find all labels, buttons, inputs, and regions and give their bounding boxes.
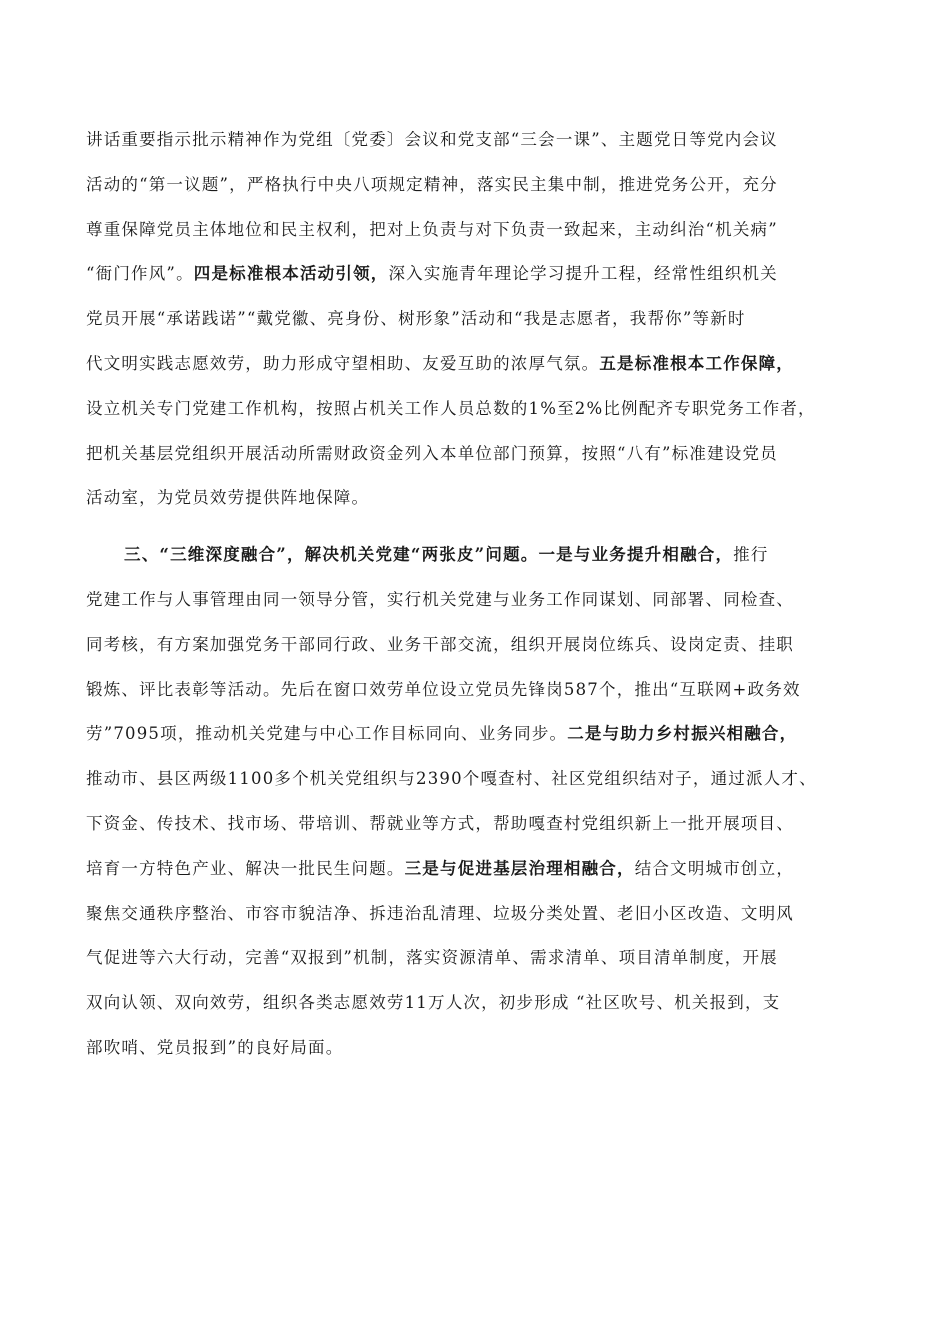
text-span: 推动市、县区两级1100多个机关党组织与2390个嘎查村、社区党组织结对子，通过派人才、 — [86, 769, 817, 789]
text-span: 气促进等六大行动，完善“双报到”机制，落实资源清单、需求清单、项目清单制度，开展 — [86, 948, 778, 968]
text-line — [86, 578, 878, 623]
text-span: 党员开展“承诺践诺”“戴党徽、亮身份、树形象”活动和“我是志愿者，我帮你”等新时 — [86, 309, 746, 329]
text-line — [86, 847, 878, 892]
text-span: 双向认领、双向效劳，组织各类志愿效劳11万人次，初步形成 “社区吹号、机关报到，支 — [86, 993, 781, 1013]
text-span: 同考核，有方案加强党务干部同行政、业务干部交流，组织开展岗位练兵、设岗定责、挂职 — [86, 634, 794, 654]
text-line — [86, 342, 878, 387]
text-line — [86, 252, 878, 297]
text-line — [86, 936, 878, 981]
text-line — [86, 623, 878, 668]
text-span: 聚焦交通秩序整治、市容市貌洁净、拆违治乱清理、垃圾分类处置、老旧小区改造、文明风 — [86, 903, 794, 923]
text-span: 结合文明城市创立， — [634, 858, 795, 878]
text-span: 设立机关专门党建工作机构，按照占机关工作人员总数的1%至2%比例配齐专职党务工作者， — [86, 398, 816, 418]
text-line — [86, 802, 878, 847]
text-span: 下资金、传技术、找市场、带培训、帮就业等方式，帮助嘎查村党组织新上一批开展项目、 — [86, 813, 794, 833]
text-line — [86, 118, 878, 163]
bold-heading-span: 三是与促进基层治理相融合， — [404, 858, 635, 878]
text-span: 推行 — [733, 545, 769, 565]
bold-heading-span: 五是标准根本工作保障， — [599, 353, 795, 373]
text-span: 劳”7095项，推动机关党建与中心工作目标同向、业务同步。 — [86, 724, 568, 744]
text-line — [86, 432, 878, 477]
text-span: 活动的“第一议题”，严格执行中央八项规定精神，落实民主集中制，推进党务公开，充分 — [86, 174, 778, 194]
text-line — [86, 892, 878, 937]
section-heading: 三、“三维深度融合”，解决机关党建“两张皮”问题。一是与业务提升相融合， — [124, 545, 734, 565]
text-span: 把机关基层党组织开展活动所需财政资金列入本单位部门预算，按照“八有”标准建设党员 — [86, 443, 778, 463]
text-line — [86, 981, 878, 1026]
text-span: 活动室，为党员效劳提供阵地保障。 — [86, 488, 370, 508]
text-line — [86, 163, 878, 208]
text-line — [86, 476, 878, 521]
document-page — [86, 118, 878, 1071]
paragraph-party-standards — [86, 118, 878, 521]
text-line — [86, 297, 878, 342]
paragraph-three-integration — [86, 533, 878, 1071]
bold-heading-span: 二是与助力乡村振兴相融合， — [567, 724, 798, 744]
text-span: 部吹哨、党员报到”的良好局面。 — [86, 1037, 344, 1057]
text-span: 锻炼、评比表彰等活动。先后在窗口效劳单位设立党员先锋岗587个，推出“互联网+政务效 — [86, 679, 801, 699]
text-span: 培育一方特色产业、解决一批民生问题。 — [86, 858, 405, 878]
text-line — [86, 533, 878, 578]
text-span: 代文明实践志愿效劳，助力形成守望相助、友爱互助的浓厚气氛。 — [86, 353, 600, 373]
text-span: 尊重保障党员主体地位和民主权利，把对上负责与对下负责一致起来，主动纠治“机关病” — [86, 219, 778, 239]
text-line — [86, 208, 878, 253]
text-span: 党建工作与人事管理由同一领导分管，实行机关党建与业务工作同谋划、同部署、同检查、 — [86, 589, 794, 609]
paragraph-gap — [86, 521, 878, 533]
text-line — [86, 712, 878, 757]
text-line — [86, 757, 878, 802]
text-span: 讲话重要指示批示精神作为党组〔党委〕会议和党支部“三会一课”、主题党日等党内会议 — [86, 130, 778, 149]
text-line — [86, 668, 878, 713]
text-span: “衙门作风”。 — [86, 264, 194, 284]
bold-heading-span: 四是标准根本活动引领， — [193, 264, 389, 284]
text-line — [86, 1026, 878, 1071]
text-span: 深入实施青年理论学习提升工程，经常性组织机关 — [388, 264, 778, 284]
text-line — [86, 387, 878, 432]
